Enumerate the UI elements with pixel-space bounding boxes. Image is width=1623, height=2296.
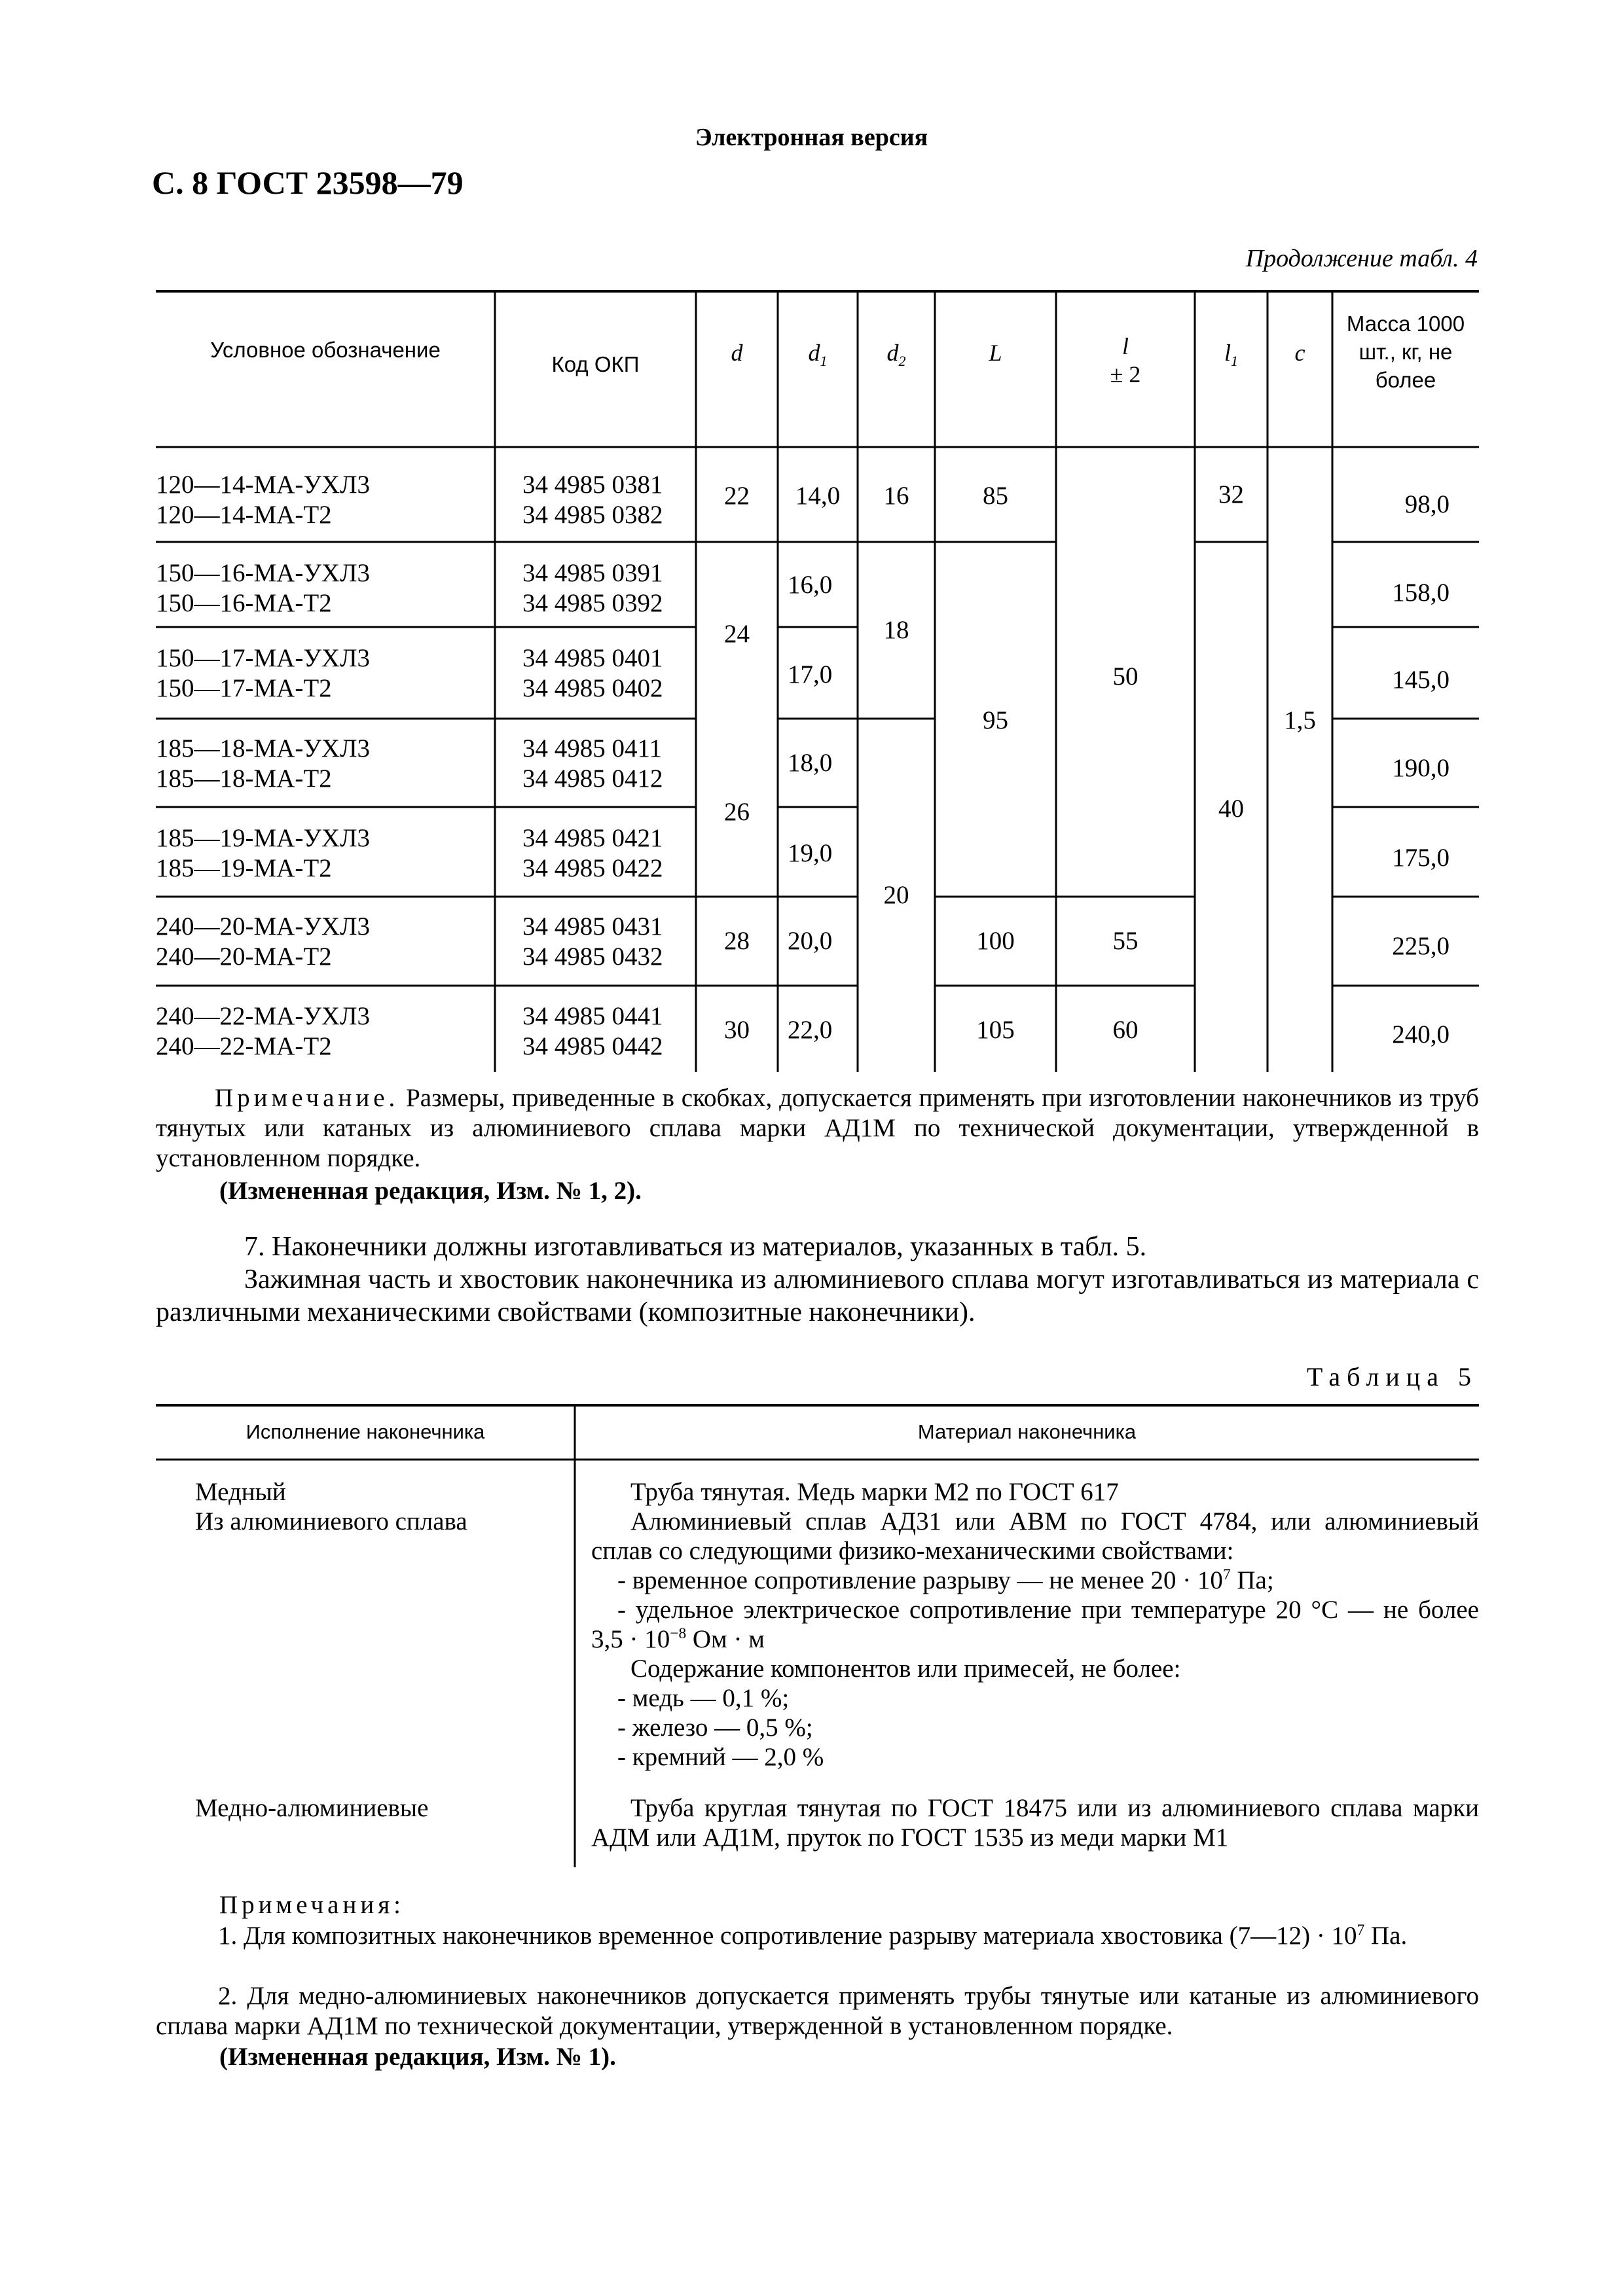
- l-value: 60: [1112, 1016, 1139, 1044]
- row5-designation: 185—19-МА-УХЛ3 185—19-МА-Т2: [156, 824, 371, 882]
- row3-designation: 150—17-МА-УХЛ3 150—17-МА-Т2: [156, 644, 371, 702]
- d-value: 28: [724, 927, 750, 955]
- row1-okp: 34 4985 0381 34 4985 0382: [522, 471, 663, 529]
- note-1: Примечание. Размеры, приведенные в скобках, допускается применять при изготовлении наконечников из труб тянутых или катаных из алюминиевого сплава марки АД1М по технической документации, утвержденной в установленном порядке.: [156, 1084, 1479, 1172]
- mass-value: 240,0: [1392, 1020, 1450, 1049]
- material-copper: Труба тянутая. Медь марки М2 по ГОСТ 617: [630, 1478, 1119, 1506]
- revision-note-1: (Измененная редакция, Изм. № 1, 2).: [219, 1177, 642, 1205]
- header-l1: $l_1$: [1224, 340, 1238, 370]
- L-value: 105: [976, 1016, 1015, 1044]
- mass-value: 175,0: [1392, 844, 1450, 872]
- header-okp: Код ОКП: [551, 352, 640, 376]
- l1-value: 32: [1218, 480, 1244, 509]
- table-5-header-execution: Исполнение наконечника: [246, 1420, 485, 1443]
- d2-value: 18: [883, 616, 909, 644]
- mass-value: 145,0: [1392, 666, 1450, 694]
- header-d2: $d_2$: [886, 340, 906, 370]
- row-aluminium: Из алюминиевого сплава: [195, 1507, 467, 1535]
- revision-note-2: (Измененная редакция, Изм. № 1).: [219, 2043, 616, 2071]
- d1-value: 14,0: [795, 482, 841, 510]
- page-title: С. 8 ГОСТ 23598—79: [152, 164, 464, 201]
- row3-okp: 34 4985 0401 34 4985 0402: [522, 644, 663, 702]
- material-aluminium: Алюминиевый сплав АД31 или АВМ по ГОСТ 4784, или алюминиевый сплав со следующими физико-механическими свойствами:: [591, 1507, 1479, 1565]
- table-5-header-material: Материал наконечника: [917, 1420, 1137, 1443]
- row-copper-aluminium: Медно-алюминиевые: [195, 1794, 429, 1822]
- material-resistivity: - удельное электрическое сопротивление при температуре 20 °С — не более $3,5 \cdot 10^{-8}$ Ом · м: [591, 1596, 1479, 1653]
- row2-designation: 150—16-МА-УХЛ3 150—16-МА-Т2: [156, 559, 371, 617]
- d1-value: 18,0: [788, 749, 833, 777]
- header-l: l: [1122, 333, 1129, 359]
- mass-value: 225,0: [1392, 932, 1450, 960]
- row7-okp: 34 4985 0441 34 4985 0442: [522, 1002, 663, 1060]
- c-value: 1,5: [1284, 706, 1316, 734]
- d1-value: 16,0: [788, 571, 833, 599]
- row-copper: Медный: [195, 1478, 286, 1506]
- L-value: 100: [976, 927, 1015, 955]
- material-copper-content: - медь — 0,1 %;: [617, 1684, 790, 1712]
- row6-designation: 240—20-МА-УХЛ3 240—20-МА-Т2: [156, 912, 371, 971]
- d2-value: 20: [883, 881, 909, 909]
- material-silicon-content: - кремний — 2,0 %: [617, 1743, 824, 1771]
- header-c: c: [1294, 340, 1305, 366]
- note-2-1: 1. Для композитных наконечников временное сопротивление разрыву материала хвостовика (7—12) · $10^7$ Па.: [218, 1922, 1408, 1950]
- header-l-tolerance: ± 2: [1110, 361, 1141, 387]
- d1-value: 19,0: [788, 839, 833, 867]
- header-L: L: [989, 340, 1002, 366]
- d1-value: 17,0: [788, 660, 833, 689]
- note-2-2: 2. Для медно-алюминиевых наконечников допускается применять трубы тянутые или катаные из алюминиевого сплава марки АД1М по технической документации, утвержденной в установленном порядке.: [156, 1982, 1479, 2040]
- l-value: 55: [1112, 927, 1139, 955]
- l1-value: 40: [1218, 795, 1244, 823]
- row5-okp: 34 4985 0421 34 4985 0422: [522, 824, 663, 882]
- d1-value: 20,0: [788, 927, 833, 955]
- material-copper-aluminium: Труба круглая тянутая по ГОСТ 18475 или из алюминиевого сплава марки АДМ или АД1М, пруток по ГОСТ 1535 из меди марки М1: [591, 1794, 1479, 1852]
- d2-value: 16: [883, 482, 909, 510]
- d-value: 26: [724, 798, 750, 826]
- material-composition-heading: Содержание компонентов или примесей, не более:: [630, 1655, 1181, 1683]
- mass-value: 190,0: [1392, 754, 1450, 782]
- row1-designation: 120—14-МА-УХЛ3 120—14-МА-Т2: [156, 471, 371, 529]
- d1-value: 22,0: [788, 1016, 833, 1044]
- d-value: 22: [724, 482, 750, 510]
- mass-value: 98,0: [1404, 490, 1450, 518]
- electronic-version-label: Электронная версия: [695, 124, 928, 151]
- table-5-title: Таблица 5: [1306, 1362, 1478, 1391]
- row7-designation: 240—22-МА-УХЛ3 240—22-МА-Т2: [156, 1002, 371, 1060]
- header-d1: $d_1$: [808, 340, 828, 370]
- table-continuation-label: Продолжение табл. 4: [1245, 245, 1478, 272]
- mass-value: 158,0: [1392, 579, 1450, 607]
- notes-label: Примечания:: [219, 1891, 405, 1919]
- material-tensile-strength: - временное сопротивление разрыву — не менее $20 \cdot 10^7$ Па;: [617, 1566, 1274, 1594]
- table-5: [156, 1404, 1479, 1875]
- clause-7-line1: 7. Наконечники должны изготавливаться из материалов, указанных в табл. 5.: [244, 1232, 1147, 1262]
- d-value: 30: [724, 1016, 750, 1044]
- l-value: 50: [1112, 662, 1139, 691]
- row6-okp: 34 4985 0431 34 4985 0432: [522, 912, 663, 971]
- d-value: 24: [724, 620, 750, 648]
- row4-okp: 34 4985 0411 34 4985 0412: [522, 734, 663, 793]
- row2-okp: 34 4985 0391 34 4985 0392: [522, 559, 663, 617]
- header-mass: Масса 1000 шт., кг, не более: [1346, 312, 1465, 392]
- header-d: d: [731, 340, 743, 366]
- material-iron-content: - железо — 0,5 %;: [617, 1713, 813, 1742]
- header-designation: Условное обозначение: [210, 338, 441, 362]
- L-value: 95: [983, 706, 1008, 734]
- clause-7-line2: Зажимная часть и хвостовик наконечника из алюминиевого сплава могут изготавливаться из материала с различными механическими свойствами (композитные наконечники).: [156, 1265, 1479, 1327]
- L-value: 85: [983, 482, 1008, 510]
- row4-designation: 185—18-МА-УХЛ3 185—18-МА-Т2: [156, 734, 371, 793]
- table-4: [156, 290, 1479, 1075]
